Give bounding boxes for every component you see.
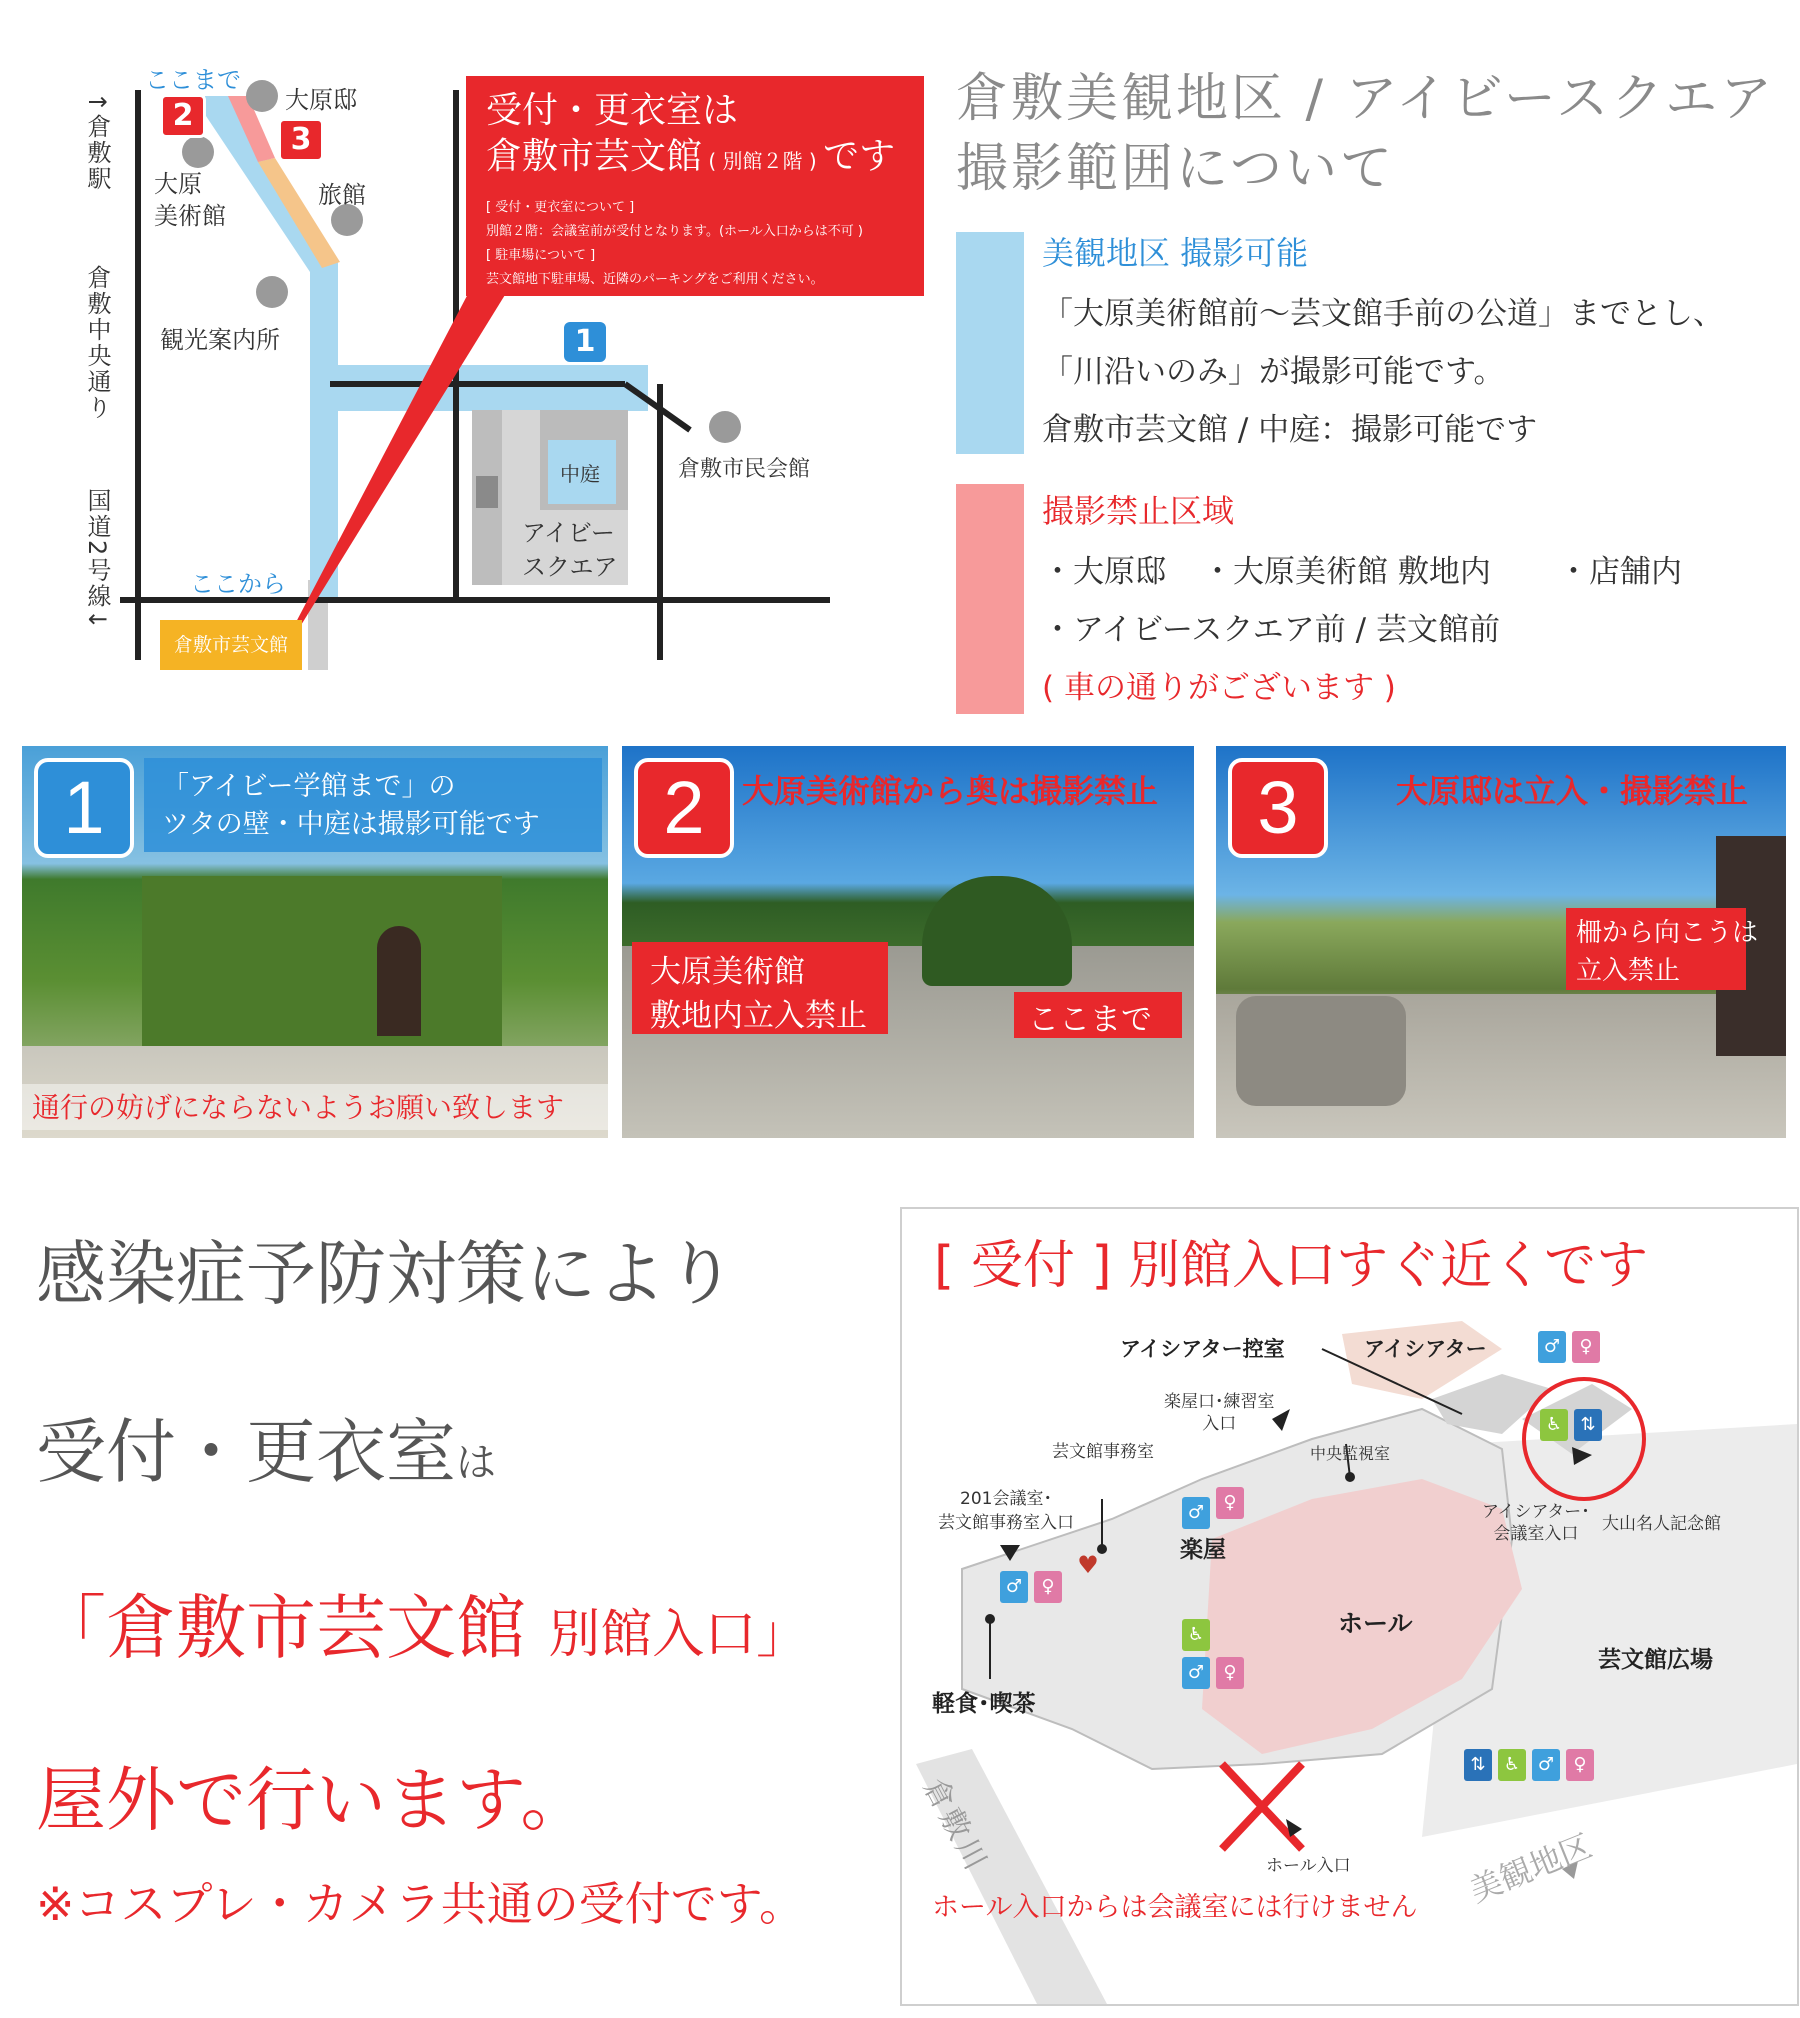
label-cafe: 軽食･喫茶 <box>932 1691 1036 1717</box>
map-badge-3: 3 <box>278 118 324 162</box>
label-ohara-museum: 大原 美術館 <box>154 170 226 230</box>
label-oyama: 大山名人記念館 <box>1602 1514 1721 1534</box>
label-gakuya: 楽屋 <box>1180 1537 1226 1563</box>
photo2-box-1: 大原美術館 <box>650 954 805 990</box>
floor-map <box>900 1207 1799 2006</box>
allowed-text-2: 「川沿いのみ」が撮影可能です。 <box>1042 354 1505 390</box>
label-shiminkaikan: 倉敷市民会館 <box>678 457 811 482</box>
map-badge-2: 2 <box>160 94 206 138</box>
label-isi-hikae: アイシアター控室 <box>1120 1337 1285 1361</box>
photo1-caption-2: ツタの壁・中庭は撮影可能です <box>162 809 540 840</box>
photo3-box-1: 柵から向こうは <box>1576 918 1759 948</box>
allowed-color-bar <box>956 232 1024 454</box>
elevator-icon: ⇅ <box>1464 1749 1492 1781</box>
notice-line-3a: 「倉敷市芸文館 <box>36 1587 526 1669</box>
label-ivy-square: アイビー スクエア <box>522 519 618 581</box>
female-restroom-icon: ♀ <box>1216 1657 1244 1689</box>
accessible-restroom-icon: ♿ <box>1182 1619 1210 1651</box>
photo-ivy-wall <box>22 746 608 1138</box>
reception-floor: ( 別館２階 ) <box>708 149 817 173</box>
notice-line-2a: 受付・更衣室 <box>36 1411 456 1493</box>
female-restroom-icon: ♀ <box>1216 1487 1244 1519</box>
male-restroom-icon: ♂ <box>1538 1331 1566 1363</box>
female-restroom-icon: ♀ <box>1566 1749 1594 1781</box>
female-restroom-icon: ♀ <box>1034 1571 1062 1603</box>
photo-ohara-tei <box>1216 746 1786 1138</box>
photo3-box-2: 立入禁止 <box>1576 956 1681 986</box>
title-line1: 倉敷美観地区 / アイビースクエア <box>956 69 1776 129</box>
reception-place: 倉敷市芸文館 <box>486 136 703 177</box>
notice-line-1: 感染症予防対策により <box>36 1233 736 1315</box>
forbidden-text-2: ・アイビースクエア前 / 芸文館前 <box>1042 612 1500 648</box>
photo3-badge: 3 <box>1228 758 1328 858</box>
photo-ohara-museum <box>622 746 1194 1138</box>
label-jimushitsu: 芸文館事務室 <box>1052 1442 1154 1462</box>
photo2-caption: 大原美術館から奥は撮影禁止 <box>742 772 1159 810</box>
label-nakaniwa: 中庭 <box>560 462 600 486</box>
allowed-text-1: 「大原美術館前〜芸文館手前の公道」までとし、 <box>1042 296 1724 332</box>
label-kokomade: ここまで <box>145 66 241 94</box>
male-restroom-icon: ♂ <box>1182 1657 1210 1689</box>
label-isi-kaigi-entrance: アイシアター･ 会議室入口 <box>1482 1502 1590 1544</box>
note-reception-text: 別館２階：会議室前が受付となります。(ホール入口からは不可 ) <box>486 224 863 239</box>
reception-info-box <box>466 76 924 296</box>
aed-icon: ♥ <box>1077 1551 1099 1579</box>
reception-desu: です <box>823 136 896 177</box>
accessible-restroom-icon: ♿ <box>1498 1749 1526 1781</box>
label-kurashikigawa: 倉敷川 <box>916 1772 995 1880</box>
notice-line-3b: 別館入口」 <box>548 1605 809 1665</box>
photo2-box-2: 敷地内立入禁止 <box>650 998 867 1034</box>
label-ohara-tei: 大原邸 <box>285 86 357 114</box>
notice-line-5: ※コスプレ・カメラ共通の受付です。 <box>36 1877 806 1931</box>
note-parking-heading: [ 駐車場について ] <box>486 248 596 263</box>
male-restroom-icon: ♂ <box>1000 1571 1028 1603</box>
floor-warning: ホール入口からは会議室には行けません <box>932 1892 1418 1923</box>
label-route2: 国道2号線↓ <box>83 488 111 632</box>
female-restroom-icon: ♀ <box>1572 1331 1600 1363</box>
label-kokokara: ここから <box>190 570 286 598</box>
floor-map-title: [ 受付 ] 別館入口すぐ近くです <box>934 1236 1649 1296</box>
photo1-badge: 1 <box>34 758 134 858</box>
label-room201: 201会議室･ 芸文館事務室入口 <box>938 1489 1074 1533</box>
ohara-tei-marker <box>246 80 278 112</box>
elevator-icon: ⇅ <box>1574 1409 1602 1441</box>
label-isi-theater: アイシアター <box>1364 1337 1487 1361</box>
photo2-badge: 2 <box>634 758 734 858</box>
forbidden-color-bar <box>956 484 1024 714</box>
accessible-restroom-icon: ♿ <box>1540 1409 1568 1441</box>
label-station: ↑倉敷駅 <box>83 92 111 193</box>
forbidden-text-1c: ・店舗内 <box>1558 554 1682 590</box>
forbidden-heading: 撮影禁止区域 <box>1042 492 1235 530</box>
label-chuo-dori: 倉敷中央通り <box>83 265 111 421</box>
label-hall-entrance: ホール入口 <box>1266 1856 1351 1876</box>
forbidden-text-3: ( 車の通りがございます ) <box>1042 670 1396 706</box>
forbidden-text-1b: ・大原美術館 敷地内 <box>1202 554 1491 590</box>
label-ryokan: 旅館 <box>318 181 366 209</box>
notice-line-4: 屋外で行います。 <box>36 1759 591 1841</box>
label-hiroba: 芸文館広場 <box>1598 1647 1713 1673</box>
note-parking-text: 芸文館地下駐車場、近隣のパーキングをご利用ください。 <box>486 272 824 287</box>
allowed-heading: 美観地区 撮影可能 <box>1042 234 1309 272</box>
photo3-caption: 大原邸は立入・撮影禁止 <box>1396 772 1749 810</box>
notice-line-2b: は <box>456 1440 496 1486</box>
page-title <box>956 64 1775 204</box>
label-kanko: 観光案内所 <box>160 326 280 354</box>
map-badge-1: 1 <box>564 322 606 362</box>
male-restroom-icon: ♂ <box>1532 1749 1560 1781</box>
label-hall: ホール <box>1338 1609 1413 1638</box>
label-geibunkan: 倉敷市芸文館 <box>160 620 302 670</box>
male-restroom-icon: ♂ <box>1182 1497 1210 1529</box>
note-reception-heading: [ 受付・更衣室について ] <box>486 200 635 215</box>
photo2-box-3: ここまで <box>1028 1002 1152 1038</box>
forbidden-text-1a: ・大原邸 <box>1042 554 1166 590</box>
photo1-bottom-caption: 通行の妨げにならないようお願い致します <box>32 1091 565 1124</box>
label-gakuya-entrance: 楽屋口･練習室 入口 <box>1164 1392 1275 1434</box>
label-bikan-chiku: 美観地区 <box>1464 1826 1598 1910</box>
photo1-caption-1: 「アイビー学館まで」の <box>162 771 456 802</box>
reception-line1: 受付・更衣室は <box>486 90 739 131</box>
allowed-text-3: 倉敷市芸文館 / 中庭：撮影可能です <box>1042 412 1538 448</box>
title-line2: 撮影範囲について <box>956 139 1395 199</box>
label-chuo-kanshi: 中央監視室 <box>1310 1444 1391 1463</box>
